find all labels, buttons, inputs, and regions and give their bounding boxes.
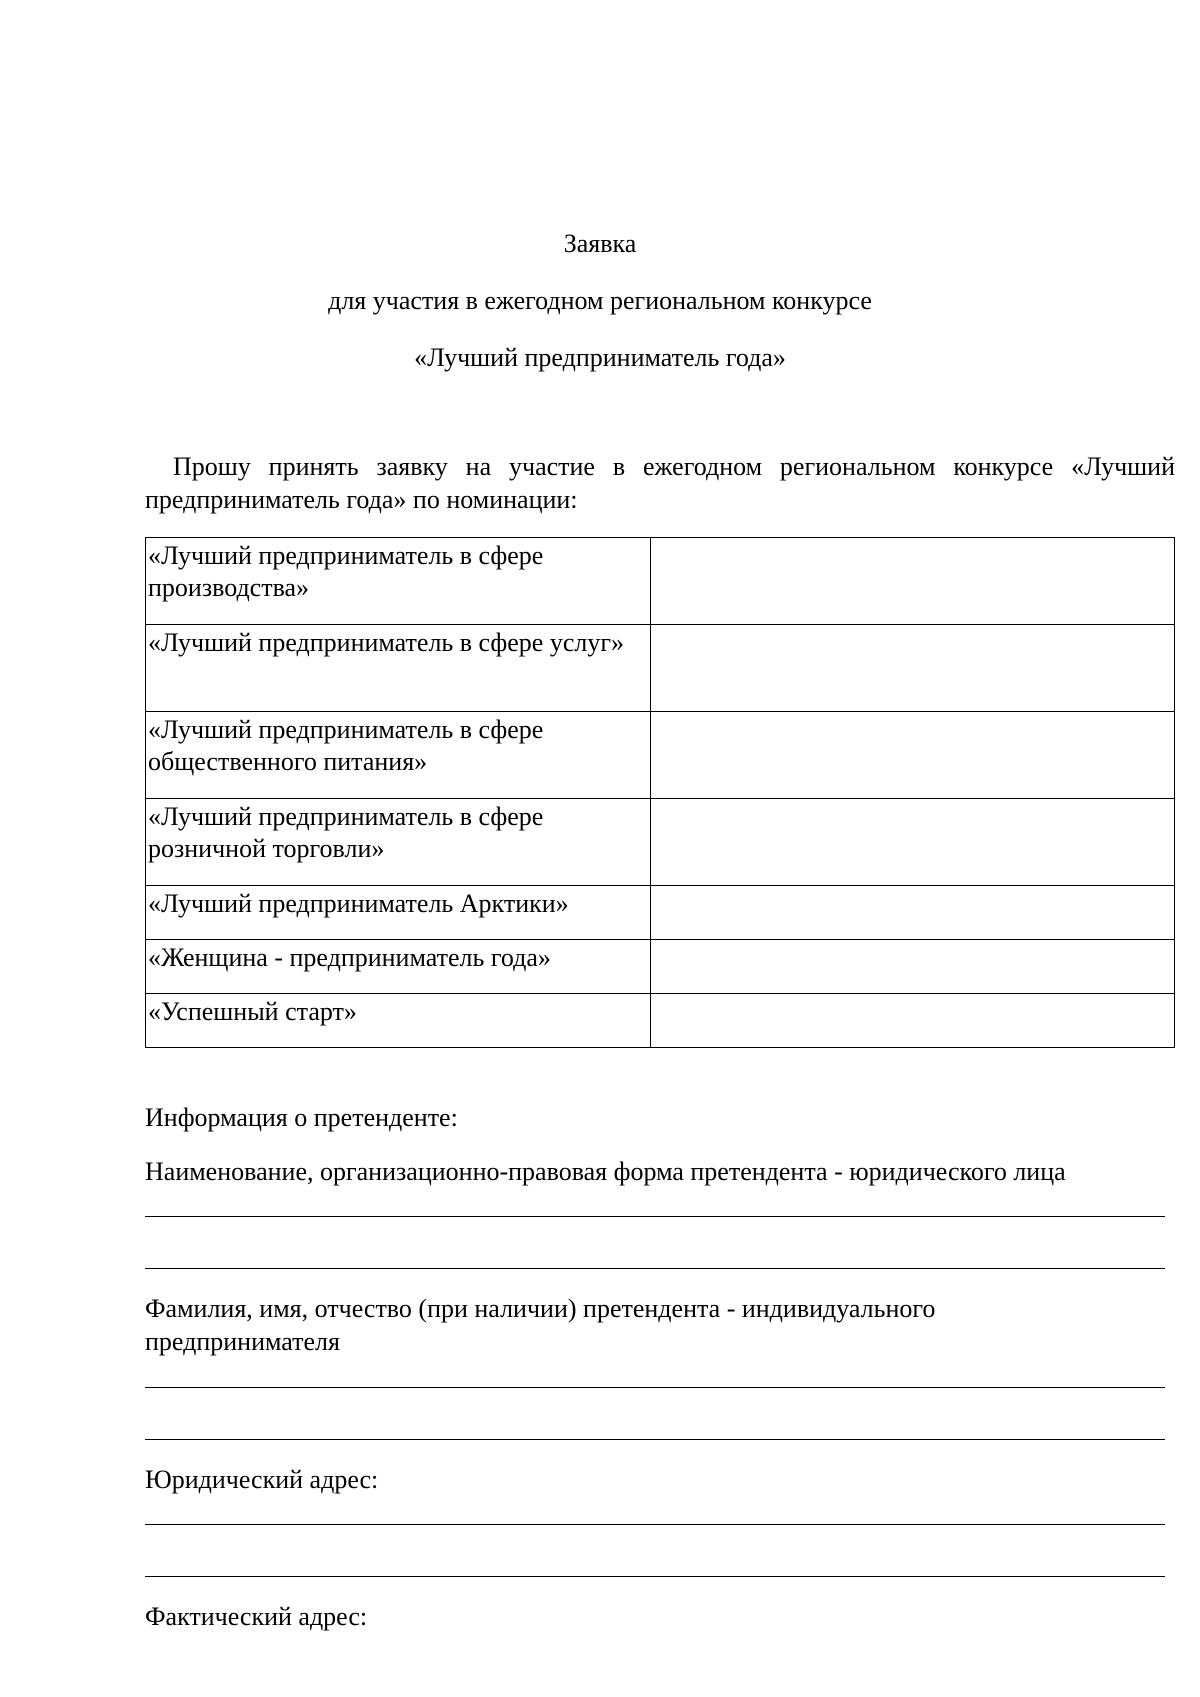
nomination-label: «Лучший предприниматель в сфере общественного питания» — [146, 712, 651, 799]
form-subtitle: для участия в ежегодном региональном конкурсе — [328, 286, 872, 315]
table-row — [146, 799, 1175, 886]
legal-address-label: Юридический адрес: — [145, 1465, 379, 1494]
nomination-label: «Лучший предприниматель Арктики» — [146, 886, 651, 940]
nomination-mark-field[interactable] — [651, 538, 1175, 625]
legal-address-fill-line[interactable] — [145, 1524, 1165, 1525]
actual-address-label: Фактический адрес: — [145, 1602, 368, 1631]
legal-entity-label: Наименование, организационно-правовая форма претендента - юридического лица — [145, 1157, 1066, 1186]
applicant-info-heading: Информация о претенденте: — [145, 1103, 458, 1132]
nomination-mark-field[interactable] — [651, 886, 1175, 940]
table-row — [146, 625, 1175, 712]
individual-entrepreneur-label: Фамилия, имя, отчество (при наличии) претендента - индивидуального предпринимателя — [145, 1294, 936, 1356]
table-row — [146, 886, 1175, 940]
table-row — [146, 712, 1175, 799]
individual-fill-line[interactable] — [145, 1439, 1165, 1440]
table-row — [146, 994, 1175, 1048]
contest-name: «Лучший предприниматель года» — [414, 343, 786, 372]
nomination-mark-field[interactable] — [651, 625, 1175, 712]
nomination-label: «Лучший предприниматель в сфере услуг» — [146, 625, 651, 712]
legal-entity-fill-line[interactable] — [145, 1268, 1165, 1269]
nomination-label: «Женщина - предприниматель года» — [146, 940, 651, 994]
nomination-mark-field[interactable] — [651, 940, 1175, 994]
form-title: Заявка — [563, 229, 637, 258]
nomination-label: «Лучший предприниматель в сфере производства» — [146, 538, 651, 625]
individual-fill-line[interactable] — [145, 1387, 1165, 1388]
nomination-mark-field[interactable] — [651, 799, 1175, 886]
table-row — [146, 940, 1175, 994]
table-row — [146, 538, 1175, 625]
nominations-table — [145, 537, 1175, 1048]
legal-entity-fill-line[interactable] — [145, 1216, 1165, 1217]
legal-address-fill-line[interactable] — [145, 1576, 1165, 1577]
nomination-label: «Успешный старт» — [146, 994, 651, 1048]
nomination-label: «Лучший предприниматель в сфере розничной торговли» — [146, 799, 651, 886]
nomination-mark-field[interactable] — [651, 712, 1175, 799]
intro-paragraph: Прошу принять заявку на участие в ежегодном региональном конкурсе «Лучший предприниматель года» по номинации: — [145, 452, 1175, 514]
nomination-mark-field[interactable] — [651, 994, 1175, 1048]
